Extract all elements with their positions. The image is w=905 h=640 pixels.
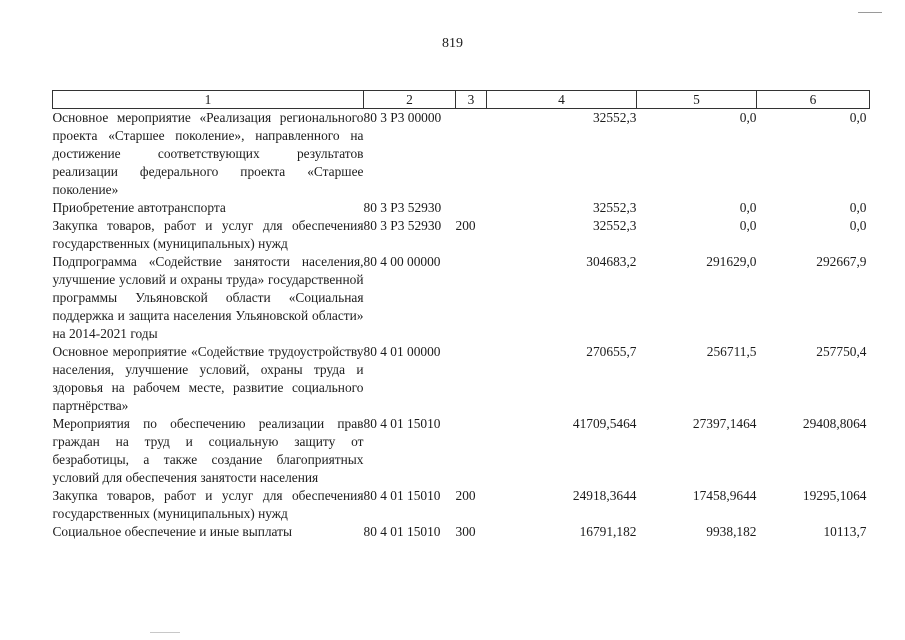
- row-name: Мероприятия по обеспечению реализации прав граждан на труд и социальную защиту от безработицы, а также создание благоприятных условий для обеспечения занятости населения: [52, 416, 364, 485]
- row-value-col6: 29408,8064: [802, 416, 867, 431]
- row-code: 80 3 Р3 00000: [363, 110, 442, 125]
- row-name: Подпрограмма «Содействие занятости населения, улучшение условий и охраны труда» государственной программы Ульяновской области «Социальная поддержка и защита населения Ульяновской области» на 2014-2021 годы: [52, 254, 364, 341]
- row-value-col4: 304683,2: [586, 254, 637, 269]
- row-code: 80 3 Р3 52930: [363, 200, 442, 215]
- row-name: Закупка товаров, работ и услуг для обеспечения государственных (муниципальных) нужд: [52, 488, 364, 521]
- row-code: 80 4 01 15010: [363, 416, 441, 431]
- row-expense-type: [456, 199, 487, 217]
- header-col-3: 3: [456, 91, 487, 109]
- table-row: [53, 109, 870, 200]
- row-value-col6: 0,0: [849, 200, 867, 215]
- row-expense-type: [456, 415, 487, 487]
- table-body: [53, 109, 870, 542]
- row-value-col4: 32552,3: [592, 218, 637, 233]
- scan-mark-bottom-left: [150, 632, 180, 633]
- row-value-col6: 19295,1064: [802, 488, 867, 503]
- header-col-1: 1: [53, 91, 364, 109]
- header-col-4: 4: [487, 91, 637, 109]
- row-value-col4: 24918,3644: [572, 488, 637, 503]
- row-value-col5: 9938,182: [706, 524, 757, 539]
- row-value-col5: 17458,9644: [692, 488, 757, 503]
- row-value-col5: 0,0: [739, 218, 757, 233]
- table-row: [53, 199, 870, 217]
- row-code: 80 3 Р3 52930: [363, 218, 442, 233]
- row-expense-type: [456, 109, 487, 200]
- page-number: 819: [442, 36, 463, 51]
- row-expense-type: 200: [455, 488, 476, 503]
- row-value-col4: 32552,3: [592, 200, 637, 215]
- budget-table: [52, 90, 870, 541]
- row-value-col6: 257750,4: [816, 344, 867, 359]
- row-value-col6: 292667,9: [816, 254, 867, 269]
- row-value-col6: 0,0: [849, 218, 867, 233]
- table-row: [53, 523, 870, 541]
- row-value-col6: 0,0: [849, 110, 867, 125]
- row-expense-type: [456, 343, 487, 415]
- row-expense-type: 300: [455, 524, 476, 539]
- row-value-col5: 0,0: [739, 200, 757, 215]
- table-row: [53, 415, 870, 487]
- row-value-col5: 291629,0: [706, 254, 757, 269]
- row-name: Закупка товаров, работ и услуг для обеспечения государственных (муниципальных) нужд: [52, 218, 364, 251]
- table-row: [53, 217, 870, 253]
- table-row: [53, 253, 870, 343]
- row-value-col4: 41709,5464: [572, 416, 637, 431]
- row-name: Основное мероприятие «Реализация регионального проекта «Старшее поколение», направленного на достижение соответствующих результатов реализации федерального проекта «Старшее поколение»: [52, 110, 364, 197]
- row-value-col4: 32552,3: [592, 110, 637, 125]
- row-value-col4: 270655,7: [586, 344, 637, 359]
- row-value-col5: 0,0: [739, 110, 757, 125]
- row-name: Приобретение автотранспорта: [52, 200, 226, 215]
- table-header: [53, 91, 870, 109]
- row-code: 80 4 00 00000: [363, 254, 441, 269]
- row-value-col6: 10113,7: [823, 524, 867, 539]
- row-expense-type: 200: [455, 218, 476, 233]
- table-row: [53, 343, 870, 415]
- header-row: [53, 91, 870, 109]
- row-expense-type: [456, 253, 487, 343]
- header-col-2: 2: [364, 91, 456, 109]
- header-col-6: 6: [757, 91, 870, 109]
- row-name: Социальное обеспечение и иные выплаты: [52, 524, 293, 539]
- scan-mark-top-right: [858, 12, 882, 13]
- header-col-5: 5: [637, 91, 757, 109]
- row-name: Основное мероприятие «Содействие трудоустройству населения, улучшение условий, охраны труда и здоровья на рабочем месте, развитие социального партнёрства»: [52, 344, 364, 413]
- row-code: 80 4 01 15010: [363, 488, 441, 503]
- row-code: 80 4 01 00000: [363, 344, 441, 359]
- row-value-col5: 256711,5: [706, 344, 757, 359]
- row-value-col4: 16791,182: [579, 524, 637, 539]
- table-row: [53, 487, 870, 523]
- row-value-col5: 27397,1464: [692, 416, 757, 431]
- row-code: 80 4 01 15010: [363, 524, 441, 539]
